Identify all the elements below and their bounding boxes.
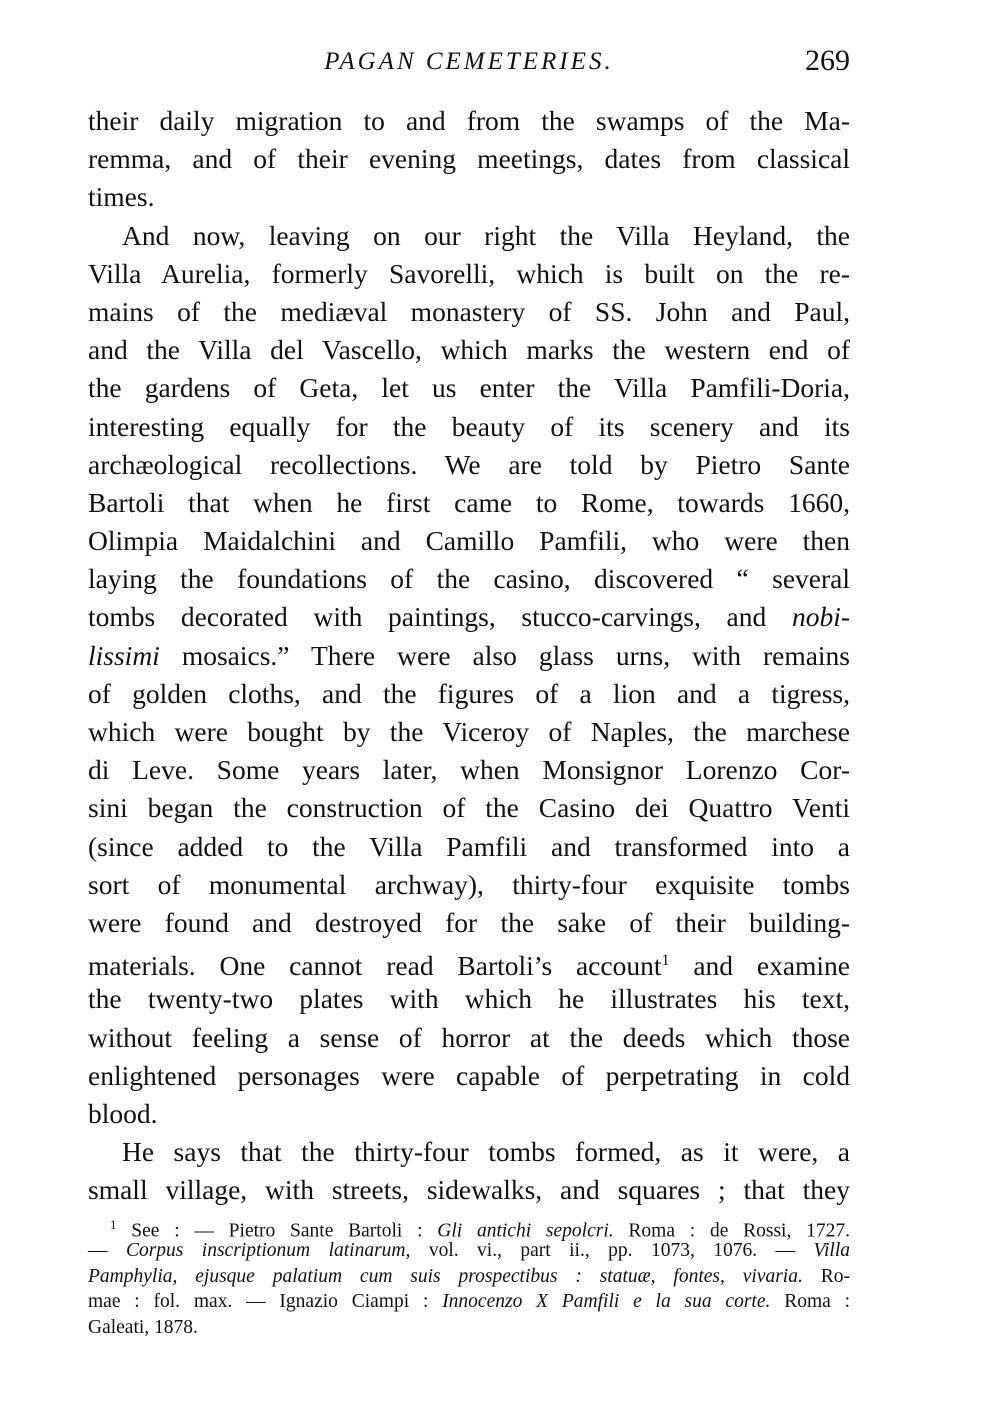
footnote-segment: Roma : de Rossi, 1727. (628, 1220, 850, 1242)
footnote-italic: Corpus inscriptionum latinarum, (125, 1239, 411, 1261)
running-title: PAGAN CEMETERIES. (324, 48, 614, 75)
text-line: times. (88, 181, 155, 213)
footnote-line (88, 1264, 850, 1290)
text-line: interesting equally for the beauty of its scenery and its (88, 410, 850, 442)
footnote-segment: Roma : (784, 1291, 851, 1313)
text-segment: tombs decorated with paintings, stucco-carvings, and (88, 601, 767, 633)
text-line (88, 598, 850, 636)
text-line: blood. (88, 1097, 158, 1129)
footnote-number: 1 (110, 1217, 117, 1232)
text-line: remma, and of their evening meetings, dates from classical (88, 143, 850, 175)
footnote-italic: Pamphylia, ejusque palatium cum suis prospectibus : statuæ, fontes, vivaria. (88, 1265, 803, 1287)
text-segment: and examine (693, 950, 851, 982)
text-line: archæological recollections. We are told by Pietro Sante (88, 448, 850, 480)
text-line: which were bought by the Viceroy of Naples, the marchese (88, 716, 850, 747)
page-number: 269 (805, 44, 850, 77)
footnote-line (88, 1289, 850, 1315)
text-line: of golden cloths, and the figures of a lion and a tigress, (88, 677, 850, 709)
footnote-italic: Gli antichi sepolcri. (437, 1220, 614, 1242)
text-line (88, 637, 850, 675)
footnote-line (88, 1238, 850, 1264)
text-line: mains of the mediæval monastery of SS. John and Paul, (88, 295, 850, 327)
text-line: enlightened personages were capable of perpetrating in cold (88, 1059, 850, 1091)
body-text (88, 102, 850, 1209)
text-line: and the Villa del Vascello, which marks the western end of (88, 334, 850, 366)
footnote-italic: Villa (813, 1239, 850, 1261)
text-line: the twenty-two plates with which he illustrates his text, (88, 983, 850, 1015)
text-segment: materials. One cannot read Bartoli’s account (88, 950, 662, 982)
text-segment: mosaics.” There were also glass urns, with remains (181, 639, 851, 671)
text-line (88, 942, 850, 980)
footnote-marker: 1 (661, 952, 670, 970)
footnote-line (88, 1212, 850, 1242)
text-line: small village, with streets, sidewalks, and squares ; that they (88, 1174, 850, 1206)
footnote-segment: Ro- (820, 1265, 850, 1287)
text-line: di Leve. Some years later, when Monsignor Lorenzo Cor- (88, 754, 850, 786)
footnote-segment: See : — Pietro Sante Bartoli : (131, 1220, 423, 1242)
footnotes (88, 1212, 850, 1341)
page-header (88, 44, 850, 88)
text-line: Villa Aurelia, formerly Savorelli, which is built on the re- (88, 257, 850, 289)
text-line: were found and destroyed for the sake of their building- (88, 906, 850, 938)
footnote-line: Galeati, 1878. (88, 1317, 198, 1339)
footnote-segment: — (88, 1239, 108, 1261)
text-line: sini began the construction of the Casino dei Quattro Venti (88, 792, 850, 824)
italic-word: lissimi (88, 639, 160, 671)
text-line: sort of monumental archway), thirty-four exquisite tombs (88, 868, 850, 900)
text-line: laying the foundations of the casino, discovered “ several (88, 563, 850, 595)
text-line: the gardens of Geta, let us enter the Villa Pamfili-Doria, (88, 372, 850, 404)
text-line: their daily migration to and from the swamps of the Ma- (88, 105, 850, 136)
footnote-italic: Innocenzo X Pamfili e la sua corte. (442, 1291, 771, 1313)
text-line: And now, leaving on our right the Villa Heyland, the (122, 219, 850, 251)
text-line: (since added to the Villa Pamfili and transformed into a (88, 830, 850, 862)
text-line: Olimpia Maidalchini and Camillo Pamfili, who were then (88, 525, 850, 557)
footnote-segment: vol. vi., part ii., pp. 1073, 1076. — (428, 1239, 796, 1261)
text-line: without feeling a sense of horror at the deeds which those (88, 1021, 850, 1053)
footnote-segment: mae : fol. max. — Ignazio Ciampi : (88, 1291, 429, 1313)
text-line: He says that the thirty-four tombs formed, as it were, a (122, 1136, 850, 1168)
italic-word: nobi- (791, 601, 851, 633)
text-line: Bartoli that when he first came to Rome, towards 1660, (88, 486, 850, 518)
